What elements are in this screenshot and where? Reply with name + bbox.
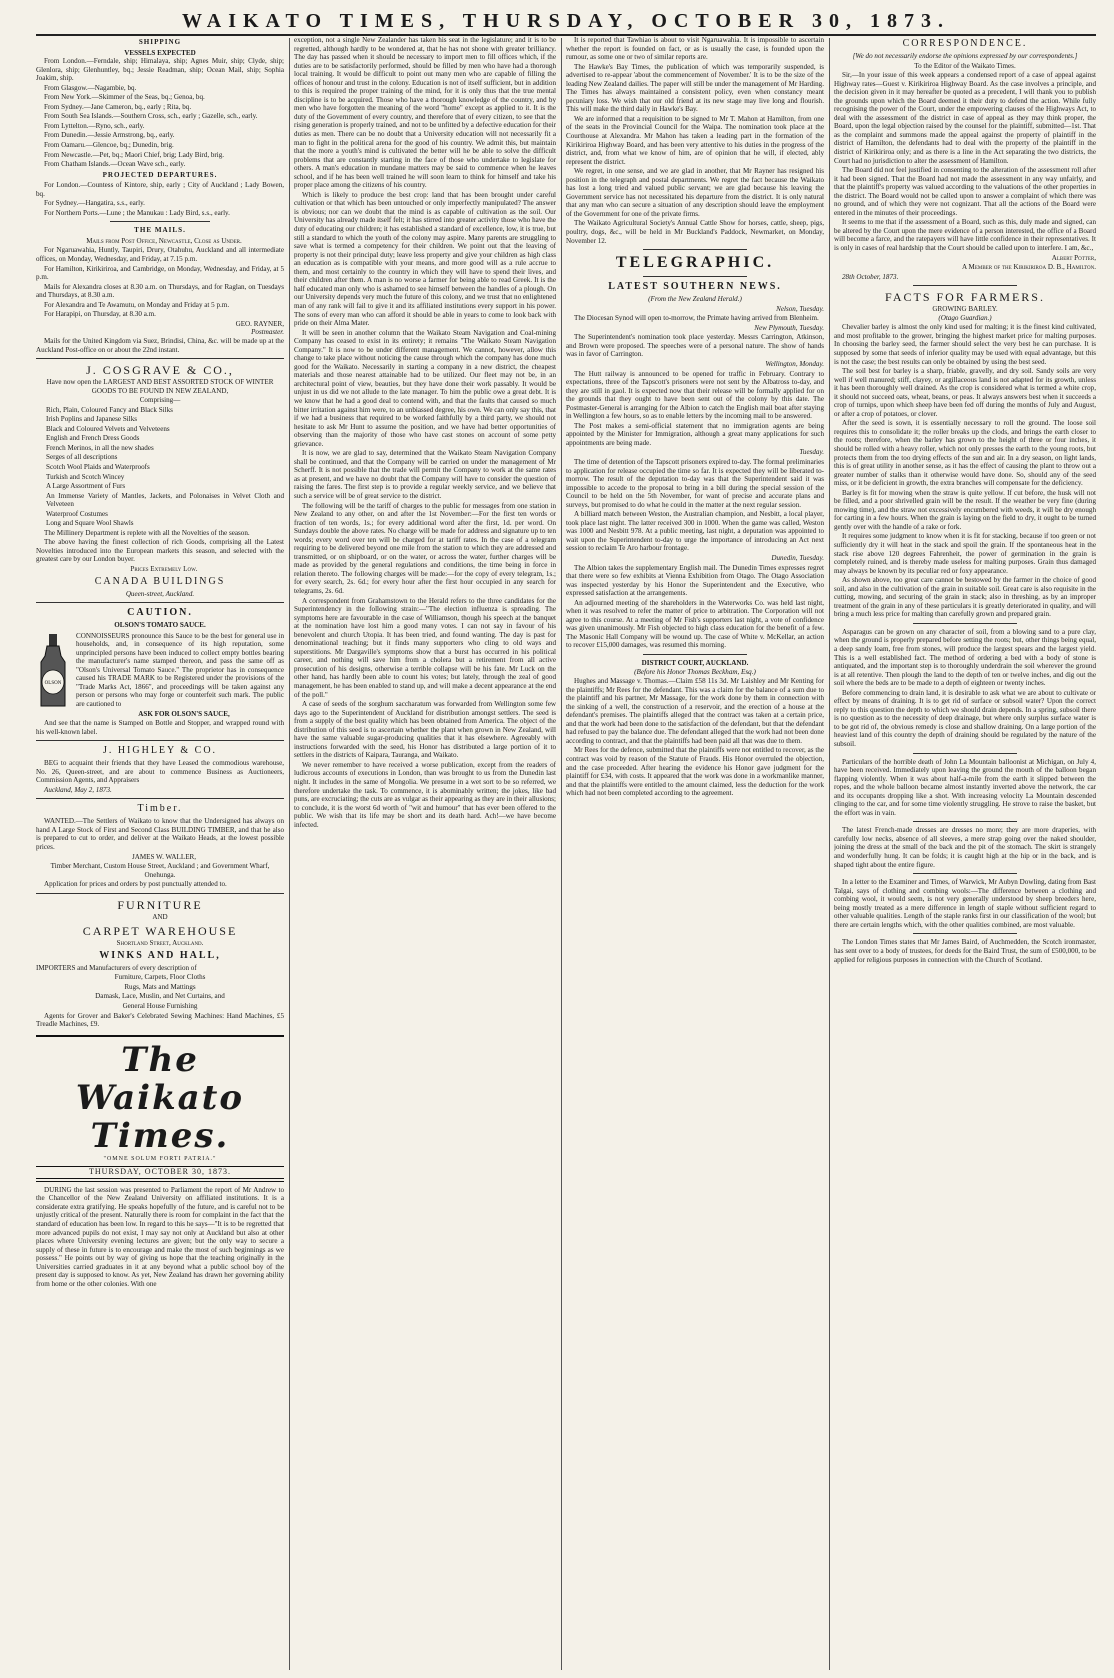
- list-item: For Sydney.—Hangatira, s.s., early.: [44, 199, 145, 208]
- olson-ask: ASK FOR OLSON'S SAUCE,: [138, 709, 230, 718]
- mails-heading: THE MAILS.: [134, 226, 186, 235]
- list-item: Waterproof Costumes: [46, 509, 108, 518]
- dateline: Nelson, Tuesday.: [776, 304, 824, 313]
- column-rule: [829, 38, 830, 1670]
- canada-buildings-heading: CANADA BUILDINGS: [94, 575, 226, 587]
- facts-for-farmers-heading: FACTS FOR FARMERS.: [885, 290, 1045, 305]
- divider: [913, 623, 1018, 624]
- article-paragraph: It is reported that Tawhiao is about to visit Ngaruawahia. It is impossible to ascertain whether the report is founded on fact, or as is usually the case, is founded upon the rumour, as some one or two of similar reports are.: [566, 36, 824, 62]
- list-item: Long and Square Wool Shawls: [46, 519, 134, 528]
- correspondence-note: [We do not necessarily endorse the opinions expressed by our correspondents.]: [852, 52, 1078, 60]
- divider: [913, 933, 1018, 934]
- vessels-expected-heading: VESSELS EXPECTED: [124, 48, 196, 57]
- divider: [36, 740, 284, 741]
- list-item: English and French Dress Goods: [46, 434, 140, 443]
- list-item: Rugs, Mats and Mattings: [124, 982, 196, 991]
- letter-paragraph: The Board did not feel justified in consenting to the alteration of the assessment roll after it had been signed. That the Board had not made the assessment in any way unfairly, and that the plaintiff's property was valued according to the valuations of the other properties in the district. The Board would not be called upon to answer a complaint of which there was no ground, and of which they were not cognizant. That all the actions of the Board were entered in the minutes of their proceedings.: [834, 166, 1096, 217]
- article-paragraph: We never remember to have received a worse publication, except from the readers of ludicrous accounts of executions in London, than was brought to us from the Dunedin last night. It includes in the same of Mongolia. We presume in a wet sort to be so referred, we therefore undertake the task. To commence, it is abominably written; the jokes, like bad puns, are excruciating; the cuts are as vulgar as their appearing as they are in their allusions; to conclude, it is the worst 6d worth of "wit and humour" that has ever been offered to the public. We wish that its life may be short and its death hard. Ach!—we have become infected.: [294, 760, 556, 829]
- divider: [913, 873, 1018, 874]
- correspondence-salutation: To the Editor of the Waikato Times.: [914, 61, 1016, 70]
- list-item: Irish Poplins and Japanese Silks: [46, 415, 138, 424]
- article-paragraph: exception, not a single New Zealander has taken his seat in the legislature; and it is to be regretted, although hardly to be wondered at, that he has not shone with greater brilliancy. The day has passed when it should be necessary to import men to fill offices which, if the duties are to be satisfactorily performed, should be filled by men who have had a thorough local training. It would be difficult to point out many men who are capable of filling the offices of honour and trust in the colony. Education is not of itself sufficient, but in addition to this is required the proper training of the mind, for it is only thus that the true mental discipline is to be acquired. Those who have a thorough knowledge of the country, and by men who have forgotten the meaning of the word "home" except as applied to it. It is the duty of the Government of every country, and therefore that of every citizen, to see that the rising generation is properly trained, and not to be unfitted by a defective education for their duties as men. There can be no doubt that a University education will not necessarily fit a man to fight in the political arena for the good of his country. We admit this, but maintain that the more a youth's mind is cultivated the better will he be able to solve the difficult problems that are constantly starting in the face of those who undertake to legislate for others. A man's education in mundane matters may be said to commence when he leaves school, and if he has been well trained he will soon learn to think for himself and take his proper place among the citizens of his country.: [294, 36, 556, 190]
- article-paragraph: It is now, we are glad to say, determined that the Waikato Steam Navigation Company shall be continued, and that the Company will be carried on under the management of Mr Scherff. It is not possible that the trade will permit the Company to work at the same rates as at present, and we have no doubt that the Company will have to consider the question of raising the fares. The first step is to provide a regular weekly service, and we believe that such a service will be of great service to the district.: [294, 449, 556, 500]
- column-3: [566, 36, 824, 1672]
- winks-agents: Agents for Grover and Baker's Celebrated Sewing Machines: Hand Machines, £5 Treadle Machines, £9.: [36, 1011, 284, 1029]
- telegram-paragraph: An adjourned meeting of the shareholders in the Waterworks Co. was held last night, when it was resolved to refer the matter of price to arbitration. The Corporation will not agree to this course. At a meeting of Mr Fish's supporters last night, a vote of confidence was given unanimously. Mr Fish objected to high class education for the benefit of a few. The Masonic Hall Company will be wound up. The case of White v. McKellar, an action to recover £15,000 damages, was resumed this morning.: [566, 598, 824, 650]
- vessels-list: [36, 57, 284, 169]
- divider: [913, 821, 1018, 822]
- winks-hall-heading: WINKS AND HALL,: [99, 949, 221, 961]
- letter-paragraph: It seems to me that if the assessment of a Board, such as this, duly made and signed, can be altered by the Court upon the mere evidence of a person interested, the office of a Board will become a farce, and the ratepayers will have little confidence in their representatives. It is only in cases of real hardship that the Court should be called upon to interfere. I am, &c.,: [834, 218, 1096, 253]
- olson-ad: [36, 632, 284, 737]
- list-item: From Dunedin.—Jessie Armstrong, bq., early.: [44, 131, 175, 140]
- winks-text: IMPORTERS and Manufacturers of every description of: [36, 963, 197, 972]
- list-item: General House Furnishing: [122, 1002, 198, 1011]
- article-paragraph: The London Times states that Mr James Baird, of Auchmedden, the Scotch ironmaster, has sent over to a body of trustees, for deeds for the Baird Trust, the sum of £500,000, to be applied for religious purposes in connection with the Church of Scotland.: [834, 938, 1096, 964]
- mails-line: For Alexandra and Te Awamutu, on Monday and Friday at 5 p.m.: [44, 300, 230, 309]
- list-item: From Chatham Islands.—Ocean Wave sch., early.: [44, 160, 186, 169]
- cosgrave-para: The Millinery Department is replete with all the Novelties of the season.: [44, 528, 250, 537]
- article-paragraph: Barley is fit for mowing when the straw is quite yellow. If cut before, the husk will not be filled, and a poor shrivelled grain will be the result. If the weather be very fine (during mowing time), and the straw not excessively encumbered with weeds, it will be dry enough for carting in a few hours. When the grain is laying on the field to dry, it ought to be turned gently over with the handle of a rake or fork.: [834, 488, 1096, 531]
- letter-signature-title: A Member of the Kirikiriroa D. B., Hamilton.: [962, 263, 1096, 272]
- district-court-subheading: (Before his Honor Thomas Beckham, Esq.): [634, 667, 756, 676]
- article-paragraph: We are informed that a requisition to be signed to Mr T. Mahon at Hamilton, from one of the seats in the Provincial Council for the Waipa. The nomination took place at the Courthouse at Alexandra. Mr Mahon has taken a leading part in the formation of the Kirikiriroa Highway Board, and has been very attentive to his duties in the progress of the district, and, from what we know of him, are of opinion that he will, if elected, ably represent the district.: [566, 114, 824, 166]
- waller-note: Application for prices and orders by post punctually attended to.: [44, 880, 227, 889]
- divider: [36, 602, 284, 603]
- telegraphic-heading: TELEGRAPHIC.: [615, 254, 775, 272]
- latest-news-source: (From the New Zealand Herald.): [648, 295, 742, 304]
- shipping-heading: SHIPPING: [138, 38, 182, 46]
- article-paragraph: After the seed is sown, it is essentially necessary to roll the ground. The loose soil requires this to consolidate it; the roller breaks up the clods, and brings the earth closer to the roots; therefore, when the barley has grown to the height of three or four inches, it should be rolled with a heavy roller, which not only presses the earth to the young roots, but protects them from the too drying effects of the sun and air. In a dry season, on light lands, this is of great utility in another sense, as it has the effect of causing the plant to throw out a greater number of stalks than it otherwise would have done. So, should any of the seed miss, or it be deficient in growth, the extra branches will compensate for the deficiency.: [834, 419, 1096, 488]
- paper-dateline: THURSDAY, OCTOBER 30, 1873.: [36, 1166, 284, 1179]
- telegram-paragraph: The Diocesan Synod will open to-morrow, the Primate having arrived from Blenheim.: [574, 314, 819, 323]
- list-item: Rich, Plain, Coloured Fancy and Black Silks: [46, 405, 173, 414]
- article-paragraph: The soil best for barley is a sharp, friable, gravelly, and dry soil. Sandy soils are very well if well manured; stiff, clayey, or argillaceous land is not adapted for its growth, unless it has been thoroughly well drained. As the crop is considered what is termed a white crop, it should not succeed oats, wheat, beans, or peas. It always answers best when it succeeds a crop of turnips, upon which sheep have been fed off during the months of July and August, or after a crop of potatoes, or clover.: [834, 367, 1096, 418]
- furniture-and: AND: [152, 912, 168, 921]
- court-paragraph: Mr Rees for the defence, submitted that the plaintiffs were not entitled to recover, as the contract was void by reason of the Statute of Frauds. His Honor overruled the objection, and the case proceeded. After hearing the evidence his Honor gave judgment for the plaintiff for £34, with costs. It appeared that the work was done in a workmanlike manner, and that the plaintiffs were entitled to the amount claimed, less the deduction for the work which had not been completed according to the agreement.: [566, 746, 824, 798]
- divider: [36, 893, 284, 894]
- shortland-address: Shortland Street, Auckland.: [116, 939, 204, 948]
- mails-line: For Ngaruawahia, Huntly, Taupiri, Drury, Otahuhu, Auckland and all intermediate offices, on Monday, Wednesday, and Friday, at 7.15 p.m.: [36, 246, 284, 264]
- letter-date: 28th October, 1873.: [842, 272, 899, 281]
- article-paragraph: As shown above, too great care cannot be bestowed by the farmer in the choice of good soil, and also in the cultivation of the grain in suitable soil. Great care is also requisite in the cutting, mowing, and securing of the grain in stack; also in threshing, as by an improper treatment of the grain in any of these particulars it is greatly deteriorated in quality, and will bring a much less price for malting than carefully grown and prepared grain.: [834, 576, 1096, 619]
- article-paragraph: The latest French-made dresses are dresses no more; they are more draperies, with carefully low necks, absence of all sleeves, a mere strap going over the naked shoulder, joining the dress at the small of the back and the pit of the stomach. The skirt is strangely and wonderfully hung. It can be folds; it is caught high at the hip or in the back, and is shaped tight about the entire figure.: [834, 826, 1096, 869]
- cosgrave-para: The above having the finest collection of rich Goods, comprising all the Latest Novelties introduced into the European markets this season, and selected with the greatest care by our London buyer.: [36, 538, 284, 564]
- court-paragraph: Hughes and Massage v. Thomas.—Claim £58 11s 3d. Mr Laishley and Mr Kenting for the plaintiffs; Mr Rees for the defendant. This was a claim for the balance of a sum due to the plaintiff and his partner, Mr Massage, for the work done by them in connection with the sinking of a well, the construction of a reservoir, and the erection of a house at the defendant's premises. The plaintiffs alleged that the contract was taken at a certain price, and that the work had been done to the satisfaction of the defendant, but that the defendant had refused to pay the balance due. The defendant alleged that the work had not been done according to contract, and that the plaintiffs had been paid all that was due to them.: [566, 677, 824, 745]
- cosgrave-heading: J. COSGRAVE & CO.,: [86, 363, 234, 378]
- telegram-paragraph: The Hutt railway is announced to be opened for traffic in February. Contrary to expectations, three of the Tapscott's prisoners were not sent by the Albatross to-day, and they are still in gaol. It is expected now that their release will be formally applied for on the grounds that they ought to have been sent out of the colony by this date. The Postmaster-General is arranging for the Albion to catch the English mail boat after staying in Wellington a few hours, so as to enable letters by the incoming mail to be answered.: [566, 369, 824, 421]
- article-paragraph: The Waikato Agricultural Society's Annual Cattle Show for horses, cattle, sheep, pigs, poultry, dogs, &c., will be held in Mr Buckland's Paddock, Newmarket, on Monday, November 12.: [566, 219, 824, 245]
- telegram-paragraph: The Albion takes the supplementary English mail. The Dunedin Times expresses regret that there were so few exhibits at Vienna Exhibition from Otago. The Otago Association was inspected yesterday by his Honor the Superintendent and the Executive, who expressed satisfaction at the arrangements.: [566, 563, 824, 598]
- sauce-bottle-illustration: [36, 634, 70, 708]
- list-item: From Lyttelton.—Ryno, sch., early.: [44, 121, 145, 130]
- article-paragraph: Chevalier barley is almost the only kind used for malting; it is the finest kind cultivated, and most profitable to the grower, bringing the highest market price for malting purposes. In choosing the barley seed, the farmer should select the very best he can purchase. It is supposed by some that seeds of inferior quality may be used with equal advantage, but this is not the case; the best results can only be obtained by using the best seed.: [834, 323, 1096, 366]
- dateline: Dunedin, Tuesday.: [771, 553, 824, 562]
- article-paragraph: Particulars of the horrible death of John La Mountain balloonist at Michigan, on July 4, have been received. Immediately upon leaving the ground the mouth of the balloon began flapping violently. When it was about half-a-mile from the earth it slipped between the ropes, and the whole balloon became almost instantly inverted above the network, the car and its occupants dropping like a shot. With increasing velocity La Mountain descended clinging to the car, and for some time violently struggling. He strove to raise the basket, but the effort was in vain.: [834, 757, 1096, 817]
- latest-news-heading: LATEST SOUTHERN NEWS.: [608, 281, 782, 293]
- dateline: Tuesday.: [799, 448, 824, 457]
- leader-paragraph: DURING the last session was presented to Parliament the report of Mr Andrew to the Chancellor of the New Zealand University on affiliated institutions. It is a considerate extra gratifying. He speaks hopefully of the future, and is careful not to be unjustly critical of the present. Naturally there is room for complaint in the fact that the standard of education has been low. In regard to this he says—"It is to be regretted that more advanced pupils do not exist, I may say not only at Auckland but also at other places where University evening lectures are given; but the only way to secure a supply of these in future is to encourage and make the most of such beginnings as we possess." He points out by way of giving us hope that the teaching originally in the Universities carried graduates in it at any beyond what a public school boy of the present day is supposed to know. As yet, New Zealand has drawn her governing ability from home or the other colonies. With one: [36, 1185, 284, 1288]
- carpet-warehouse-heading: CARPET WAREHOUSE: [82, 924, 238, 939]
- postmaster-name: GEO. RAYNER,: [235, 319, 284, 328]
- mails-note: Mails for the United Kingdom via Suez, Brindisi, China, &c. will be made up at the Auckland Post-office on or about the 22nd instant.: [36, 336, 284, 354]
- article-paragraph: Before commencing to drain land, it is desirable to ask what we are about to cultivate or effect by means of draining. It is to get rid of surface or subsoil water? Upon the correct reply to this question the depth to which we should drain depends. In a spring, subsoil there is no question as to the necessity of deep drainage, but where only surplus surface water is to be got rid of, the obvious remedy is close and shallow draining. On a large portion of the heaviest land of this country the depth of draining should be regulated by the nature of the subsoil.: [834, 688, 1096, 749]
- page-masthead: WAIKATO TIMES, THURSDAY, OCTOBER 30, 1873.: [36, 6, 1096, 36]
- article-paragraph: A case of seeds of the sorghum saccharatum was forwarded from Wellington some few days ago to the Superintendent of Auckland for distribution amongst settlers. The seed is from a supply of the best quality which has been obtained from America. The object of the distribution of this seed is to ascertain whether the plant when grown in New Zealand, will have the same valuable sugar-producing qualities that it has elsewhere. Agreeably with instructions forwarded with the seed, his Honor has distributed a large portion of it to settlers in the districts of Kaipara, Tauranga, and Waikato.: [294, 700, 556, 760]
- dateline: New Plymouth, Tuesday.: [754, 323, 824, 332]
- list-item: From Newcastle.—Pet, bq.; Maori Chief, brig; Lady Bird, brig.: [44, 150, 225, 159]
- cosgrave-subheading: Have now open the LARGEST AND BEST ASSORTED STOCK OF WINTER GOODS TO BE FOUND IN NEW ZEALAND,: [46, 378, 274, 395]
- telegram-paragraph: The Superintendent's nomination took place yesterday. Messrs Carrington, Atkinson, and Brown were proposed. The speeches were of a personal nature. The show of hands was in favor of Carrington.: [566, 333, 824, 359]
- article-paragraph: The following will be the tariff of charges to the public for messages from one station in New Zealand to any other, on and after the 1st November:—For the first ten words or fraction of ten words, 1s.; for every additional word after the first, 1d. per word. On Sundays double the above rates. No charge will be made for address and signature up to ten words; every word over ten will be charged for at tariff rates. In the case of a telegram requiring to be delivered beyond one mile from the station to which they are addressed and transmitted, or on shipboard, or on the water, or across the water, further charges will be made as provided by the general regulations and conditions, the time being in force in relation thereto. The following charges will be made:—for the copy of every telegram, 1s.; for every search, 2s. 6d.; for every hour after the first hour occupied in any search for telegrams, 2s. 6d.: [294, 501, 556, 595]
- list-item: French Merinos, in all the new shades: [46, 443, 154, 452]
- paper-motto: "OMNE SOLUM FORTI PATRIA.": [103, 1155, 217, 1162]
- divider: [36, 358, 284, 359]
- projected-departures-heading: PROJECTED DEPARTURES.: [102, 170, 218, 179]
- cosgrave-prices: Prices Extremely Low.: [130, 564, 198, 573]
- list-item: From New York.—Skimmer of the Seas, bq.; Genoa, bq.: [44, 93, 205, 102]
- timber-heading: Timber.: [137, 803, 183, 815]
- cosgrave-comprising: Comprising—: [139, 396, 181, 405]
- column-4: [834, 36, 1096, 1672]
- cosgrave-items: [36, 406, 284, 528]
- list-item: Black and Coloured Velvets and Velveteens: [46, 424, 170, 433]
- highley-date: Auckland, May 2, 1873.: [44, 785, 112, 794]
- article-paragraph: It requires some judgment to know when it is fit for stacking, because if too green or not sufficiently dry it will heat in the stack and spoil the grain. If the spontaneous heat in the stack rise above 120 degrees Fahrenheit, the power of germination in the grain is completely ruined, and is thereby made useless for malting purposes. Grain thus damaged may always be known by its peculiar red or foxy appearance.: [834, 532, 1096, 575]
- letter-paragraph: Sir,—In your issue of this week appears a condensed report of a case of appeal against Highway rates—Guest v. Kirikiriroa Highway Board. As the case involves a principle, and the decision given in it may hereafter be quoted as a precedent, I will thank you to publish the grounds upon which the Board deemed it their duty to defend the action. While fully recognising the power of the Court, under the empowering clauses of the Highways Act, to deal with the assessment of the district in case of appeal as they may think proper, the Board, upon the legal objection raised by the counsel for the plaintiff, submitted—1st. That as the complaint and summons made the appeal against the property of plaintiff in the district of Hamilton, the defendants had to deal with the property of the plaintiff in the district of Kirikiriroa only; and as there is a line in the Act separating the two districts, the Court had no jurisdiction to alter the assessment of Hamilton.: [834, 71, 1096, 165]
- postmaster-title: Postmaster.: [251, 328, 284, 337]
- divider: [36, 798, 284, 799]
- list-item: An Immense Variety of Mantles, Jackets, and Polonaises in Velvet Cloth and Velveteen: [46, 491, 284, 509]
- list-item: For Northern Ports.—Lune ; the Manukau : Lady Bird, s.s., early.: [44, 208, 230, 217]
- correspondence-heading: CORRESPONDENCE.: [902, 38, 1028, 49]
- list-item: Damask, Lace, Muslin, and Net Curtains, and: [95, 992, 225, 1001]
- article-paragraph: The Hawke's Bay Times, the publication of which was temporarily suspended, is advertised to re-appear 'about the commencement of November.' It is to be the size of the leading New Zealand dailies. The paper will still be under the management of Mr Harding. The Times has always maintained a consistent policy, even when constancy meant pecuniary loss. We wish that our old friend at its new stage may live long and flourish. This will make the third daily in Hawke's Bay.: [566, 62, 824, 114]
- article-paragraph: Asparagus can be grown on any character of soil, from a blowing sand to a pure clay, when the ground is properly prepared before setting the roots; but, other things being equal, a deep sandy loam, free from stones, will produce the largest spears and the largest yield. This is a well established fact. The method of ordering a bed with a body of stone is antiquated, and the important step is to thoroughly underdrain the soil wherever the ground is at all retentive. Then plough the land to the depth of ten or twelve inches, and dig out the soil where the beds are to be made to a depth of eighteen or twenty inches.: [834, 627, 1096, 688]
- mails-line: Mails for Alexandra closes at 8.30 a.m. on Thursdays, and for Raglan, on Tuesdays and Thursdays, at 8.30 a.m.: [36, 282, 284, 300]
- list-item: From London.—Ferndale, ship; Himalaya, ship; Agnes Muir, ship; Clyde, ship; Glenlora, ship; Glenhuntley, bq.; Jessie Readman, ship; Ocean Mail, ship; Sophia Joakim, ship.: [36, 57, 284, 83]
- olson-heading: OLSON'S TOMATO SAUCE.: [114, 621, 206, 630]
- list-item: From Oamaru.—Glencoe, bq.; Dunedin, brig.: [44, 141, 174, 150]
- list-item: Scotch Wool Plaids and Waterproofs: [46, 462, 150, 471]
- telegram-paragraph: A billiard match between Weston, the Australian champion, and Nesbitt, a local player, took place last night. The latter received 300 in 1000. When the game was called, Weston was 1000 and Nesbitt 978. At a public meeting, last night, a deputation was appointed to wait upon the Superintendent to-day to urge the importance of introducing an Act next session to reclaim Te Aro harbour frontage.: [566, 510, 824, 553]
- list-item: From Glasgow.—Nagambie, bq.: [44, 83, 137, 92]
- column-1: [36, 36, 284, 1672]
- mails-line: For Hamilton, Kirikiriroa, and Cambridge, on Monday, Wednesday, and Friday, at 5 p.m.: [36, 264, 284, 282]
- list-item: Turkish and Scotch Wincey: [46, 472, 125, 481]
- caution-heading: CAUTION.: [127, 607, 193, 619]
- article-paragraph: It will be seen in another column that the Waikato Steam Navigation and Coal-mining Company has ceased to exist in its entirety; it remains "The Waikato Steam Navigation Company." It is now to be under different management. We cannot, however, allow this change to take place without noticing the cause through which the company has done much good for the Waikato. Necessarily in starting a company in a new district, the cheapest materials and those nearest attainable had to be utilized. Our fleet may not be, in an architectural point of view, beauties, but they have done their work passably. It would be unjust in us did we not allude to the late manager. To him the public owe a great debt. It is we know that he had a good deal to contend with, and that the faults that caused so much bitter irritation against him were, to an unbiassed degree, his own. We can only say this, that if we had a business that required to be worked faithfully by a third party, we should not hesitate to ask Mr Hunt to assume the position, and we have had better opportunities of observing than the majority of those who have cast stones on account of some petty grievance.: [294, 328, 556, 448]
- list-item: Serges of all descriptions: [46, 453, 118, 462]
- letter-signature: Albert Potter,: [1051, 253, 1096, 262]
- olson-tail: And see that the name is Stamped on Bottle and Stopper, and wrapped round with his well-known label.: [36, 719, 284, 736]
- district-court-heading: DISTRICT COURT, AUCKLAND.: [641, 659, 749, 667]
- paper-title: The Waikato Times.: [75, 1039, 245, 1156]
- waller-address: Timber Merchant, Custom House Street, Auckland ; and Government Wharf, Onehunga.: [50, 862, 270, 879]
- highley-heading: J. HIGHLEY & CO.: [102, 745, 218, 757]
- column-rule: [289, 38, 290, 1670]
- divider: [643, 249, 746, 250]
- telegram-paragraph: The time of detention of the Tapscott prisoners expired to-day. The formal preliminaries to application for release occupied the time so far. It is expected they will be liberated to-morrow. The result of the deputation to-day was that the Superintendent said it was impossible to accede to the proposal to bring in a bill during the special session of the Council to be held on the 5th November, for want of precise and accurate plans and surveys, but promised to do what he could in the matter at the next regular session.: [566, 457, 824, 509]
- divider: [643, 276, 746, 277]
- list-item: Furniture, Carpets, Floor Cloths: [114, 973, 206, 982]
- barley-source: (Otago Guardian.): [938, 313, 992, 322]
- article-paragraph: In a letter to the Examiner and Times, of Warwick, Mr Aubyn Dowling, dating from Bast Talgai, says of clothing and combing wools:—The difference between a clothing and combing wool, it would seem, is not very generally understood by sheep breeders here, being mostly treated as a mere difference in length of staple without sufficient regard to other valuable qualities. Length of the staple ranks first in our classification of the wool; but there are certain lengths which, with the other qualities combined, are most valuable.: [834, 878, 1096, 929]
- divider: [643, 654, 746, 655]
- list-item: A Large Assortment of Furs: [46, 482, 126, 491]
- paper-masthead: [36, 1035, 284, 1182]
- timber-text: WANTED.—The Settlers of Waikato to know that the Undersigned has always on hand A Large Stock of First and Second Class BUILDING TIMBER, and that he also is prepared to cut to order, and deliver at the Waikato Heads, at the lowest possible prices.: [36, 817, 284, 852]
- column-rule: [561, 38, 562, 1670]
- growing-barley-heading: GROWING BARLEY.: [932, 305, 998, 314]
- waller-name: JAMES W. WALLER,: [131, 852, 197, 861]
- article-paragraph: We regret, in one sense, and we are glad in another, that Mr Rayner has resigned his position in the telegraph and postal departments. We regret the fact because the Waikato has lost a long tried and valued public servant; we are glad because his leaving the Government service has not necessitated his departure from the district. It is only natural that any man who can secure a situation of any description should leave the employment of the Government for one of the private firms.: [566, 167, 824, 218]
- highley-text: BEG to acquaint their friends that they have Leased the commodious warehouse, No. 26, Queen-street, and are about to commence Business as Auctioneers, Commission Agents, and Appraisers: [36, 759, 284, 785]
- column-2: [294, 36, 556, 1672]
- olson-text: CONNOISSEURS pronounce this Sauce to be the best for general use in households, and, in consequence of its high reputation, some unprincipled persons have been induced to collect empty bottles bearing the manufacturer's name stamped thereon, and pass the same off as "Olson's Universal Tomato Sauce." The proprietor has in consequence caused his TRADE MARK to be Registered under the provisions of the "Trade Marks Act, 1866", and proceedings will be taken against any person or persons who may forge or counterfeit such mark. The public are cautioned to: [76, 631, 284, 708]
- mails-line: Mails from Post Office, Newcastle, Close as Under.: [86, 236, 242, 245]
- article-paragraph: Which is likely to produce the best crop: land that has been brought under careful cultivation or that which has been untouched or only imperfectly manipulated? The answer is obvious; nor can we doubt that the mind is as capable of cultivation as the soil. Our University has already made itself felt; it has stirred into greater activity those who have the duty of educating our children; it has established a standard of excellence, low, it is true, but still a standard to which the youth of the colony may aspire. Many parents are struggling to save what is termed a competency for their children. We point out that the leaving of property is not their principal duty; leave less property and give your children as high class an education as is compatible with your means, and more good will as a rule accrue to them, and most certainly to the country in which they will have to spend their lives, and their children after them. A man is no worse a farmer for being able to read Greek. It is the half educated man only who is ashamed to see himself between the handles of a plough. On our University depends very much the future of this colony, and we trust that no enlightened man of any rank will fail to give it and its affiliated institutions every support in his power. The sons of every man who can afford it should be able in years to come to look back with pride on their Alma Mater.: [294, 190, 556, 328]
- divider: [913, 285, 1018, 286]
- divider: [110, 221, 209, 222]
- bottle-label: OLSON: [44, 680, 62, 686]
- divider: [913, 753, 1018, 754]
- article-paragraph: A correspondent from Grahamstown to the Herald refers to the three candidates for the Superintendency in the following strain:—"The election influenza is spreading. The symptoms here are favourable in the case of Williamson, though his speech at the banquet at the nomination have lost him a good many votes. I can not say in favour of his benevolent and church Utopia. It has been tried, and found wanting. The day is past for denominational teaching; but it finds many supporters who cling to old ways and superstitions. Mr Dargaville's symptoms show that a burst has occurred in his political career, and nothing will save him from a cholera but a retirement from all active prosecution of his designs, otherwise a terrible collapse will be his fate. Mr Luck on the other hand, has hardly been able to count his votes; but lately, through the zeal of good management, he has been enabled to stand up, and will make a decent appearance at the end of the poll.": [294, 596, 556, 699]
- telegram-paragraph: The Post makes a semi-official statement that no immigration agents are being appointed by the Minister for Immigration, although a great many applications for such appointments are being made.: [566, 421, 824, 447]
- furniture-heading: FURNITURE: [117, 897, 203, 912]
- canada-buildings-address: Queen-street, Auckland.: [125, 589, 195, 598]
- list-item: For London.—Countess of Kintore, ship, early ; City of Auckland ; Lady Bowen, bq.: [36, 181, 284, 198]
- mails-line: For Harapipi, on Thursday, at 8.30 a.m.: [44, 310, 156, 319]
- dateline: Wellington, Monday.: [765, 359, 824, 368]
- list-item: From Sydney.—Jane Cameron, bq., early ; Rita, bq.: [44, 102, 192, 111]
- list-item: From South Sea Islands.—Southern Cross, sch., early ; Gazelle, sch., early.: [44, 112, 258, 121]
